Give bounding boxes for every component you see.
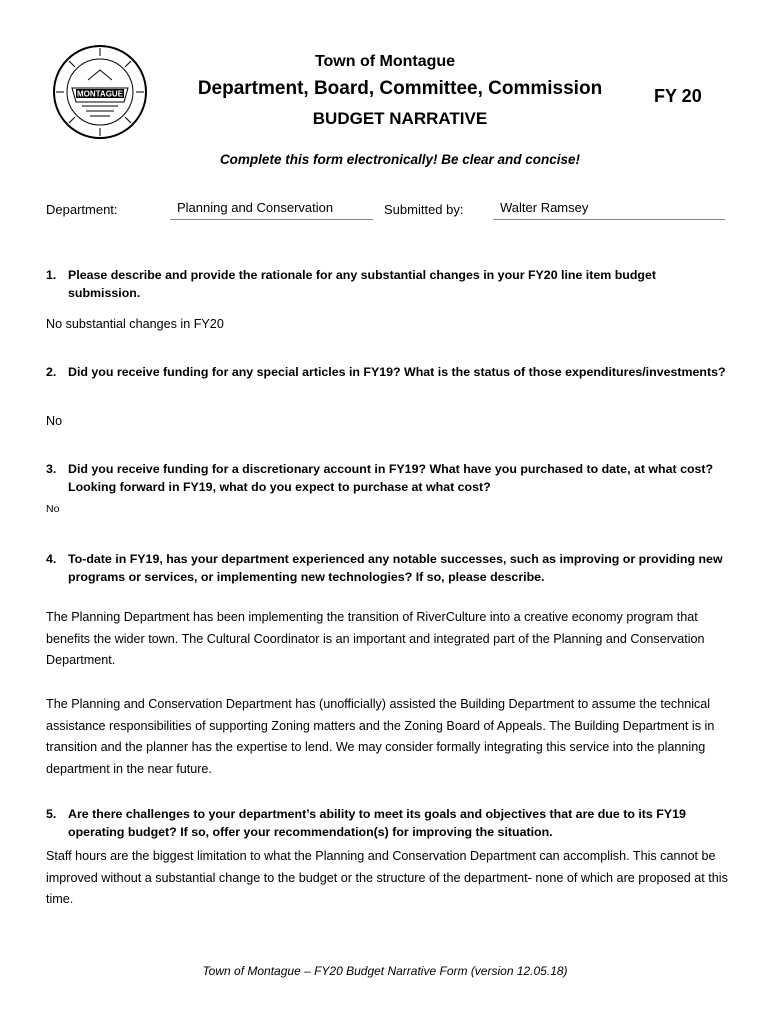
question-number: 5. — [46, 807, 57, 821]
department-field[interactable]: Planning and Conservation — [170, 200, 373, 220]
seal-center-text: MONTAGUE — [76, 89, 124, 99]
department-title: Department, Board, Committee, Commission — [197, 78, 603, 99]
submitted-by-label: Submitted by: — [384, 202, 464, 217]
question-3 — [46, 460, 726, 496]
answer-2: No — [46, 414, 63, 428]
question-text: Did you receive funding for a discretionary account in FY19? What have you purchased to date, at what cost? Looking forward in FY19, what do you expect to purchase at what cost? — [68, 462, 714, 494]
answer-4-paragraph-1: The Planning Department has been implementing the transition of RiverCulture into a creative economy program that benefits the wider town. The Cultural Coordinator is an important and integrated part of the Planning and Conservation Department. — [46, 610, 705, 667]
question-4 — [46, 550, 726, 586]
answer-1: No substantial changes in FY20 — [46, 317, 224, 331]
question-5 — [46, 805, 726, 841]
form-title: BUDGET NARRATIVE — [312, 109, 488, 128]
answer-3: No — [46, 503, 60, 515]
answer-5: Staff hours are the biggest limitation to what the Planning and Conservation Department can accomplish. This cannot be improved without a substantial change to the budget or the structure of the department- none of which are proposed at this time. — [46, 849, 728, 906]
form-instruction: Complete this form electronically! Be clear and concise! — [219, 152, 581, 167]
question-text: Are there challenges to your department’s ability to meet its goals and objectives that are due to its FY19 operating budget? If so, offer your recommendation(s) for improving the situation. — [68, 807, 686, 839]
question-number: 4. — [46, 552, 57, 566]
question-1 — [46, 266, 726, 302]
question-text: Did you receive funding for any special articles in FY19? What is the status of those expenditures/investments? — [68, 365, 726, 379]
submitted-by-field[interactable]: Walter Ramsey — [493, 200, 725, 220]
question-text: Please describe and provide the rationale for any substantial changes in your FY20 line item budget submission. — [68, 268, 657, 300]
question-number: 2. — [46, 365, 57, 379]
form-footer: Town of Montague – FY20 Budget Narrative Form (version 12.05.18) — [202, 964, 568, 978]
town-heading: Town of Montague — [314, 53, 456, 70]
answer-4-paragraph-2: The Planning and Conservation Department has (unofficially) assisted the Building Department to assume the technical assistance responsibilities of supporting Zoning matters and the Zoning Board of Appeals. The Building Department is in transition and the planner has the expertise to lend. We may consider formally integrating this service into the planning department in the near future. — [46, 697, 715, 776]
question-number: 3. — [46, 462, 57, 476]
question-number: 1. — [46, 268, 57, 282]
fiscal-year: FY 20 — [654, 86, 702, 106]
question-2 — [46, 363, 726, 381]
question-text: To-date in FY19, has your department experienced any notable successes, such as improving or providing new programs or services, or implementing new technologies? If so, please describe. — [68, 552, 723, 584]
department-label: Department: — [46, 202, 118, 217]
